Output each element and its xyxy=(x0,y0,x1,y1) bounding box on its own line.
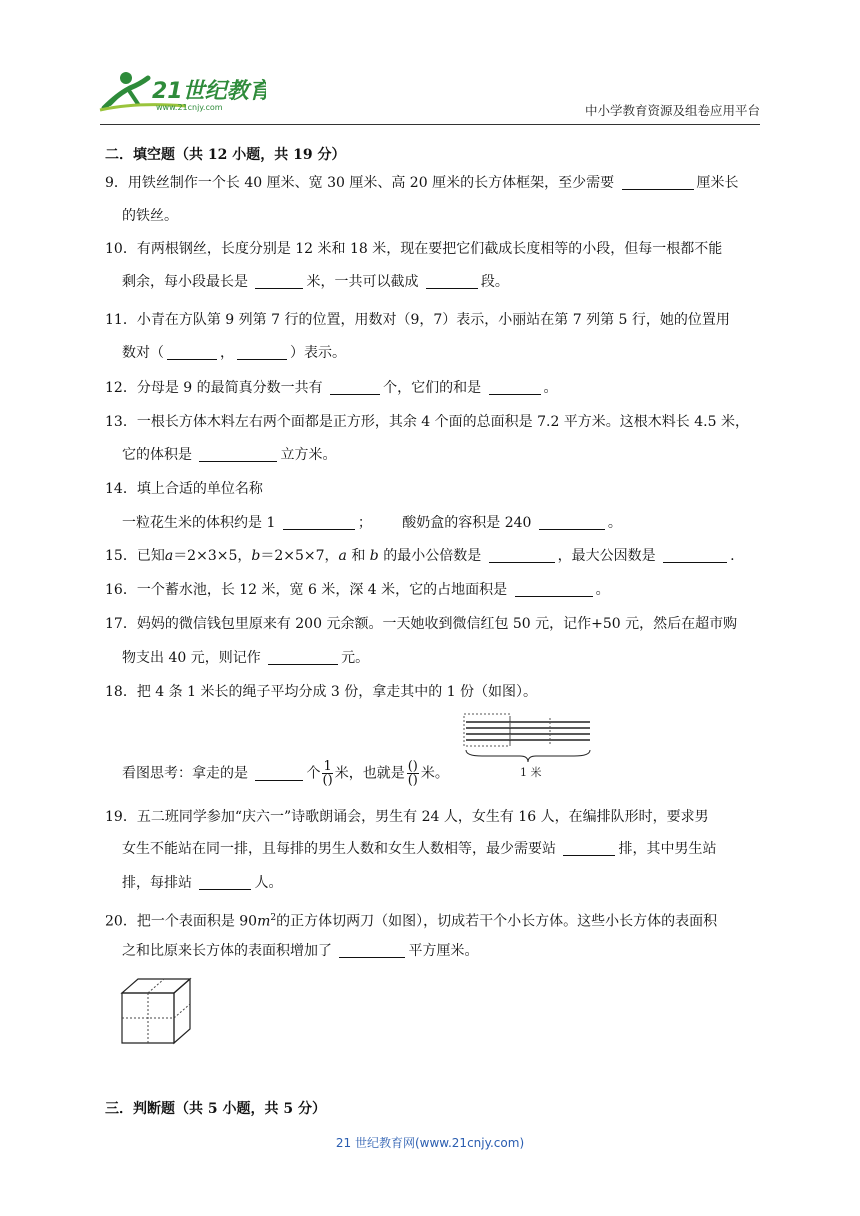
question-9 xyxy=(105,172,739,194)
question-text: ； xyxy=(357,515,372,531)
question-text: 妈妈的微信钱包里原来有 200 元余额。一天她收到微信红包 50 元，记作+50 元，然后在超市购 xyxy=(136,616,738,632)
question-text: 把一个表面积是 90 xyxy=(136,913,258,930)
answer-blank[interactable] xyxy=(563,840,615,856)
question-text: 。 xyxy=(543,380,558,396)
question-19-line2 xyxy=(122,838,716,860)
question-text: 段。 xyxy=(480,274,509,290)
question-text: 个 xyxy=(306,765,321,782)
answer-blank[interactable] xyxy=(489,379,541,395)
question-text: ， xyxy=(220,345,234,361)
question-number: 12． xyxy=(105,380,137,396)
fraction-blank[interactable]: $\frac{()}{()}$ xyxy=(407,759,418,788)
question-number: 19． xyxy=(105,809,137,825)
answer-blank[interactable] xyxy=(283,514,355,530)
question-15 xyxy=(105,545,735,567)
question-18-line2 xyxy=(122,760,449,787)
question-text: 小青在方队第 9 列第 7 行的位置，用数对（9，7）表示，小丽站在第 7 列第 5 行，她的位置用 xyxy=(136,312,730,328)
variable-a: a xyxy=(338,548,347,564)
question-text: 排，每排站 xyxy=(122,875,192,891)
rope-figure xyxy=(462,712,592,782)
question-text: 填上合适的单位名称 xyxy=(136,481,263,497)
question-text: ，最大公因数是 xyxy=(557,548,656,564)
answer-blank[interactable] xyxy=(199,874,251,890)
question-text: 米，也就是 xyxy=(334,765,405,782)
question-text: ＝2×5×7， xyxy=(260,548,339,564)
question-text: 一个蓄水池，长 12 米，宽 6 米，深 4 米，它的占地面积是 xyxy=(136,582,508,598)
question-text: 平方厘米。 xyxy=(408,943,479,959)
question-text: 它的体积是 xyxy=(122,447,192,463)
question-text: 用铁丝制作一个长 40 厘米、宽 30 厘米、高 20 厘米的长方体框架，至少需要 xyxy=(127,175,615,191)
question-text: 厘米长 xyxy=(696,175,739,191)
question-16 xyxy=(105,579,610,601)
question-14-line2 xyxy=(122,512,622,534)
question-13 xyxy=(105,411,749,433)
question-10 xyxy=(105,238,722,260)
answer-blank[interactable] xyxy=(622,174,694,190)
answer-blank[interactable] xyxy=(539,514,605,530)
question-number: 17． xyxy=(105,616,137,632)
question-text: 排，其中男生站 xyxy=(618,841,717,857)
answer-blank[interactable] xyxy=(237,344,287,360)
question-13-line2 xyxy=(122,444,336,466)
question-text: 。 xyxy=(595,582,610,598)
answer-blank[interactable] xyxy=(268,649,338,665)
question-text: 物支出 40 元，则记作 xyxy=(122,650,261,666)
question-text: ）表示。 xyxy=(290,345,346,361)
question-text: 分母是 9 的最简真分数一共有 xyxy=(136,380,323,396)
question-text: 已知 xyxy=(136,548,165,564)
question-text: 之和比原来长方体的表面积增加了 xyxy=(122,943,332,959)
question-number: 16． xyxy=(105,582,137,598)
question-12 xyxy=(105,377,558,399)
question-number: 15． xyxy=(105,548,137,564)
question-text: 个，它们的和是 xyxy=(383,380,482,396)
question-text: ＝2×3×5， xyxy=(173,548,252,564)
question-19 xyxy=(105,806,709,828)
question-text: 酸奶盒的容积是 240 xyxy=(402,515,532,531)
figure-label: 1 米 xyxy=(520,766,542,779)
question-text: 元。 xyxy=(341,650,370,666)
question-text: 米，一共可以截成 xyxy=(306,274,419,290)
question-text: 立方米。 xyxy=(280,447,337,463)
logo-url: www.21cnjy.com xyxy=(156,103,223,112)
question-text: 米。 xyxy=(420,765,449,782)
question-text: 看图思考：拿走的是 xyxy=(122,765,248,782)
question-text: 一粒花生米的体积约是 1 xyxy=(122,515,276,531)
question-10-line2 xyxy=(122,271,509,293)
variable-a: a xyxy=(164,548,174,564)
question-20-line2 xyxy=(122,940,478,962)
question-text: 一根长方体木料左右两个面都是正方形，其余 4 个面的总面积是 7.2 平方米。这根木料长 4.5 米， xyxy=(136,414,749,430)
answer-blank[interactable] xyxy=(426,273,478,289)
fraction-one-over-blank[interactable]: $\frac{1}{()}$ xyxy=(322,759,333,788)
question-11-line2 xyxy=(122,342,346,364)
site-logo xyxy=(96,64,266,122)
question-11 xyxy=(105,309,730,331)
answer-blank[interactable] xyxy=(199,446,277,462)
question-number: 10． xyxy=(105,241,137,257)
question-14 xyxy=(105,478,263,500)
cube-figure xyxy=(118,975,198,1047)
question-number: 11． xyxy=(105,312,137,328)
footer-link[interactable]: 21 世纪教育网(www.21cnjy.com) xyxy=(335,1136,525,1150)
question-17-line2 xyxy=(122,647,369,669)
question-text: 。 xyxy=(607,515,622,531)
question-text: 五二班同学参加“庆六一”诗歌朗诵会，男生有 24 人，女生有 16 人，在编排队形时，要求男 xyxy=(136,809,709,825)
question-text: 的最小公倍数是 xyxy=(383,548,482,564)
answer-blank[interactable] xyxy=(489,547,555,563)
section-title: 二．填空题（共 12 小题，共 19 分） xyxy=(105,147,346,163)
unit-m: m xyxy=(257,913,271,930)
question-20 xyxy=(105,907,717,933)
answer-blank[interactable] xyxy=(663,547,727,563)
question-text: 的正方体切两刀（如图），切成若干个小长方体。这些小长方体的表面积 xyxy=(276,913,718,930)
question-number: 9． xyxy=(105,175,128,191)
question-17 xyxy=(105,613,737,635)
question-text: 把 4 条 1 米长的绳子平均分成 3 份，拿走其中的 1 份（如图）。 xyxy=(136,684,538,700)
question-text: . xyxy=(730,548,735,564)
question-text: 剩余，每小段最长是 xyxy=(122,274,248,290)
question-text: 人。 xyxy=(254,875,283,891)
runner-logo-icon xyxy=(96,64,266,122)
question-number: 13． xyxy=(105,414,137,430)
variable-b: b xyxy=(251,548,261,564)
question-text: 数对（ xyxy=(122,345,164,361)
question-18 xyxy=(105,681,537,703)
section-title: 三．判断题（共 5 小题，共 5 分） xyxy=(105,1101,326,1117)
answer-blank[interactable] xyxy=(255,765,303,781)
question-text: 有两根钢丝，长度分别是 12 米和 18 米，现在要把它们截成长度相等的小段，但每一根都不能 xyxy=(136,241,723,257)
logo-text: 21世纪教育 xyxy=(152,79,266,104)
answer-blank[interactable] xyxy=(167,344,217,360)
answer-blank[interactable] xyxy=(339,942,405,958)
platform-name: 中小学教育资源及组卷应用平台 xyxy=(584,103,760,118)
answer-blank[interactable] xyxy=(515,581,593,597)
question-number: 20． xyxy=(105,913,137,930)
question-text: 女生不能站在同一排，且每排的男生人数和女生人数相等，最少需要站 xyxy=(122,841,556,857)
question-9-line2: 的铁丝。 xyxy=(122,208,178,224)
variable-b: b xyxy=(369,548,379,564)
question-text: 和 xyxy=(351,548,366,564)
answer-blank[interactable] xyxy=(330,379,380,395)
question-number: 18． xyxy=(105,684,137,700)
header-divider xyxy=(100,124,760,125)
question-19-line3 xyxy=(122,872,282,894)
question-number: 14． xyxy=(105,481,137,497)
answer-blank[interactable] xyxy=(255,273,303,289)
unit-exponent: 2 xyxy=(270,913,277,923)
